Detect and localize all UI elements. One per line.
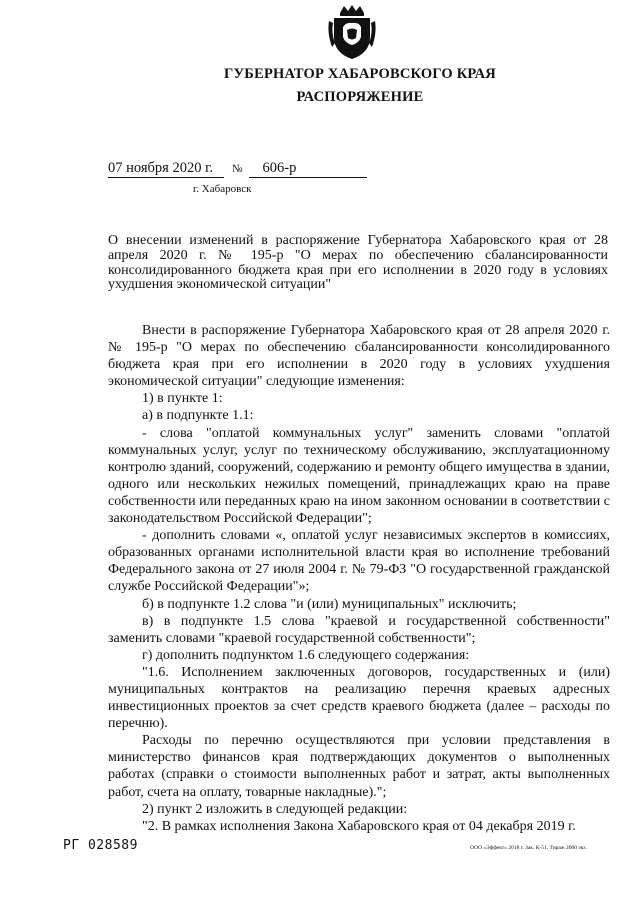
document-number: 606-р: [249, 160, 367, 178]
document-body: [108, 322, 610, 835]
document-type: РАСПОРЯЖЕНИЕ: [296, 89, 424, 105]
paragraph: - дополнить словами «, оплатой услуг независимых экспертов в комиссиях, образованных органами исполнительной власти края во исполнение требований Федерального закона от 27 июля 2004 г. № 79-ФЗ "О государственной гражданской службе Российской Федерации"»;: [108, 528, 610, 595]
paragraph: в) в подпункте 1.5 слова "краевой и государственной собственности" заменить словами "краевой государственной собственности";: [108, 613, 610, 646]
form-serial-number: РГ 028589: [63, 838, 138, 853]
printer-imprint: ООО «Эффект» 2018 г. Зак. К-51. Тираж 2000 экз.: [470, 845, 587, 851]
paragraph: а) в подпункте 1.1:: [142, 408, 254, 424]
document-subject: О внесении изменений в распоряжение Губернатора Хабаровского края от 28 апреля 2020 г. № 195-р "О мерах по обеспечению сбалансированности консолидированного бюджета края при его исполнении в 2020 году в условиях ухудшения экономической ситуации": [108, 233, 608, 293]
number-sign: №: [232, 163, 243, 175]
coat-of-arms-icon: [326, 3, 378, 61]
paragraph: г) дополнить подпунктом 1.6 следующего содержания:: [142, 647, 470, 663]
document-date: 07 ноября 2020 г.: [108, 160, 224, 178]
paragraph: Расходы по перечню осуществляются при условии представления в министерство финансов края подтверждающих документов о выполненных работах (справки о стоимости выполненных работ и затрат, акты выполненных работ, счета на оплату, товарные накладные).";: [108, 733, 610, 800]
paragraph: Внести в распоряжение Губернатора Хабаровского края от 28 апреля 2020 г. № 195-р "О мерах по обеспечению сбалансированности консолидированного бюджета края при его исполнении в 2020 году в условиях ухудшения экономической ситуации" следующие изменения:: [108, 323, 610, 390]
paragraph: б) в подпункте 1.2 слова "и (или) муниципальных" исключить;: [142, 596, 517, 612]
issuing-authority: ГУБЕРНАТОР ХАБАРОВСКОГО КРАЯ: [224, 66, 496, 82]
date-number-line: [108, 160, 367, 178]
paragraph: - слова "оплатой коммунальных услуг" заменить словами "оплатой коммунальных услуг, услуг по техническому обслуживанию, эксплуатационному контролю зданий, сооружений, содержанию и ремонту общего имущества в здании, одного или нескольких нежилых помещений, принадлежащих краю на праве собственности или переданных краю на ином законном основании в соответствии с законодательством Российской Федерации";: [108, 425, 610, 527]
city: г. Хабаровск: [193, 183, 252, 195]
paragraph: "2. В рамках исполнения Закона Хабаровского края от 04 декабря 2019 г.: [142, 818, 576, 834]
paragraph: "1.6. Исполнением заключенных договоров, государственных и (или) муниципальных контрактов на реализацию перечня краевых адресных инвестиционных проектов за счет средств краевого бюджета (далее – расходы по перечню).: [108, 664, 610, 732]
paragraph: 1) в пункте 1:: [142, 391, 223, 407]
paragraph: 2) пункт 2 изложить в следующей редакции:: [142, 801, 408, 817]
